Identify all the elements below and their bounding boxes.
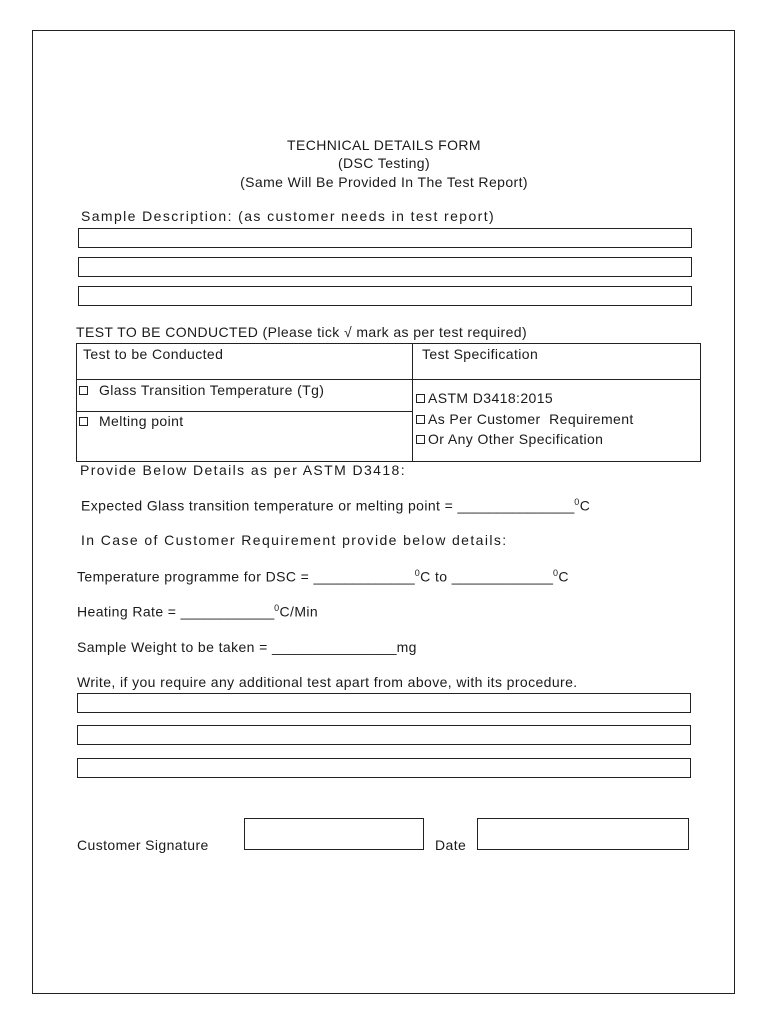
checkbox-icon[interactable] bbox=[416, 435, 425, 444]
astm-details-label: Provide Below Details as per ASTM D3418: bbox=[80, 462, 407, 478]
additional-test-field-3[interactable] bbox=[77, 758, 691, 778]
additional-test-field-2[interactable] bbox=[77, 725, 691, 745]
date-label: Date bbox=[435, 837, 467, 853]
expected-temp-label: Expected Glass transition temperature or melting point = bbox=[81, 497, 458, 514]
checkbox-icon[interactable] bbox=[416, 415, 425, 424]
temp-from-unit: C to bbox=[420, 568, 452, 585]
temp-to-unit: C bbox=[558, 568, 569, 585]
heating-rate-label: Heating Rate = bbox=[77, 603, 181, 620]
test-table-header-row bbox=[77, 344, 701, 380]
checkbox-icon[interactable] bbox=[79, 386, 88, 395]
heating-rate-row bbox=[77, 603, 318, 620]
degree-sup: 0 bbox=[574, 497, 580, 507]
tests-divider bbox=[77, 411, 412, 412]
test-option-label: Melting point bbox=[99, 413, 184, 429]
sample-weight-row bbox=[77, 639, 417, 655]
temp-from-blank[interactable]: _____________ bbox=[313, 568, 415, 585]
form-note: (Same Will Be Provided In The Test Report) bbox=[240, 174, 528, 190]
sample-description-field-1[interactable] bbox=[78, 228, 692, 248]
test-option-melting-point[interactable] bbox=[79, 413, 184, 429]
test-section-instruction: (Please tick √ mark as per test required) bbox=[262, 324, 528, 340]
additional-tests-label: Write, if you require any additional test apart from above, with its procedure. bbox=[77, 674, 578, 690]
spec-col-header: Test Specification bbox=[413, 344, 701, 380]
test-table bbox=[76, 343, 701, 462]
expected-temp-blank[interactable]: _______________ bbox=[457, 497, 575, 514]
customer-signature-field[interactable] bbox=[244, 818, 424, 850]
sample-description-field-2[interactable] bbox=[78, 257, 692, 277]
degree-sup: 0 bbox=[414, 568, 421, 578]
date-field[interactable] bbox=[477, 818, 689, 850]
sample-weight-unit: mg bbox=[396, 639, 417, 655]
checkbox-icon[interactable] bbox=[79, 417, 88, 426]
sample-weight-label: Sample Weight to be taken = bbox=[77, 639, 272, 655]
customer-signature-label: Customer Signature bbox=[77, 837, 209, 853]
additional-test-field-1[interactable] bbox=[77, 693, 691, 713]
spec-option-astm[interactable] bbox=[416, 390, 553, 406]
sample-description-label: Sample Description: (as customer needs in test report) bbox=[81, 208, 496, 224]
spec-option-label: ASTM D3418:2015 bbox=[428, 390, 554, 406]
spec-option-other[interactable] bbox=[416, 431, 603, 447]
spec-option-label: Or Any Other Specification bbox=[428, 431, 604, 447]
customer-requirement-label: In Case of Customer Requirement provide below details: bbox=[81, 532, 508, 548]
degree-sup: 0 bbox=[274, 603, 280, 613]
temp-programme-label: Temperature programme for DSC = bbox=[77, 568, 314, 585]
temp-to-blank[interactable]: _____________ bbox=[451, 568, 553, 585]
test-section-title: TEST TO BE CONDUCTED bbox=[76, 324, 259, 340]
tests-cell bbox=[77, 380, 413, 462]
spec-option-customer[interactable] bbox=[416, 411, 634, 427]
spec-option-label: As Per Customer Requirement bbox=[428, 411, 634, 427]
expected-temp-unit: C bbox=[579, 497, 591, 514]
test-option-tg[interactable] bbox=[79, 382, 324, 398]
sample-weight-blank[interactable]: ________________ bbox=[272, 639, 397, 655]
heating-rate-unit: C/Min bbox=[279, 603, 319, 620]
temp-programme-row bbox=[77, 568, 569, 585]
test-col-header: Test to be Conducted bbox=[77, 344, 413, 380]
form-title: TECHNICAL DETAILS FORM bbox=[287, 137, 481, 153]
test-section-heading bbox=[76, 324, 527, 340]
specs-cell bbox=[413, 380, 701, 462]
checkbox-icon[interactable] bbox=[416, 394, 425, 403]
heating-rate-blank[interactable]: ____________ bbox=[180, 603, 275, 620]
form-subtitle: (DSC Testing) bbox=[337, 155, 431, 171]
degree-sup: 0 bbox=[552, 568, 559, 578]
sample-description-field-3[interactable] bbox=[78, 286, 692, 306]
test-option-label: Glass Transition Temperature (Tg) bbox=[99, 382, 325, 398]
expected-temp-row bbox=[81, 497, 590, 514]
